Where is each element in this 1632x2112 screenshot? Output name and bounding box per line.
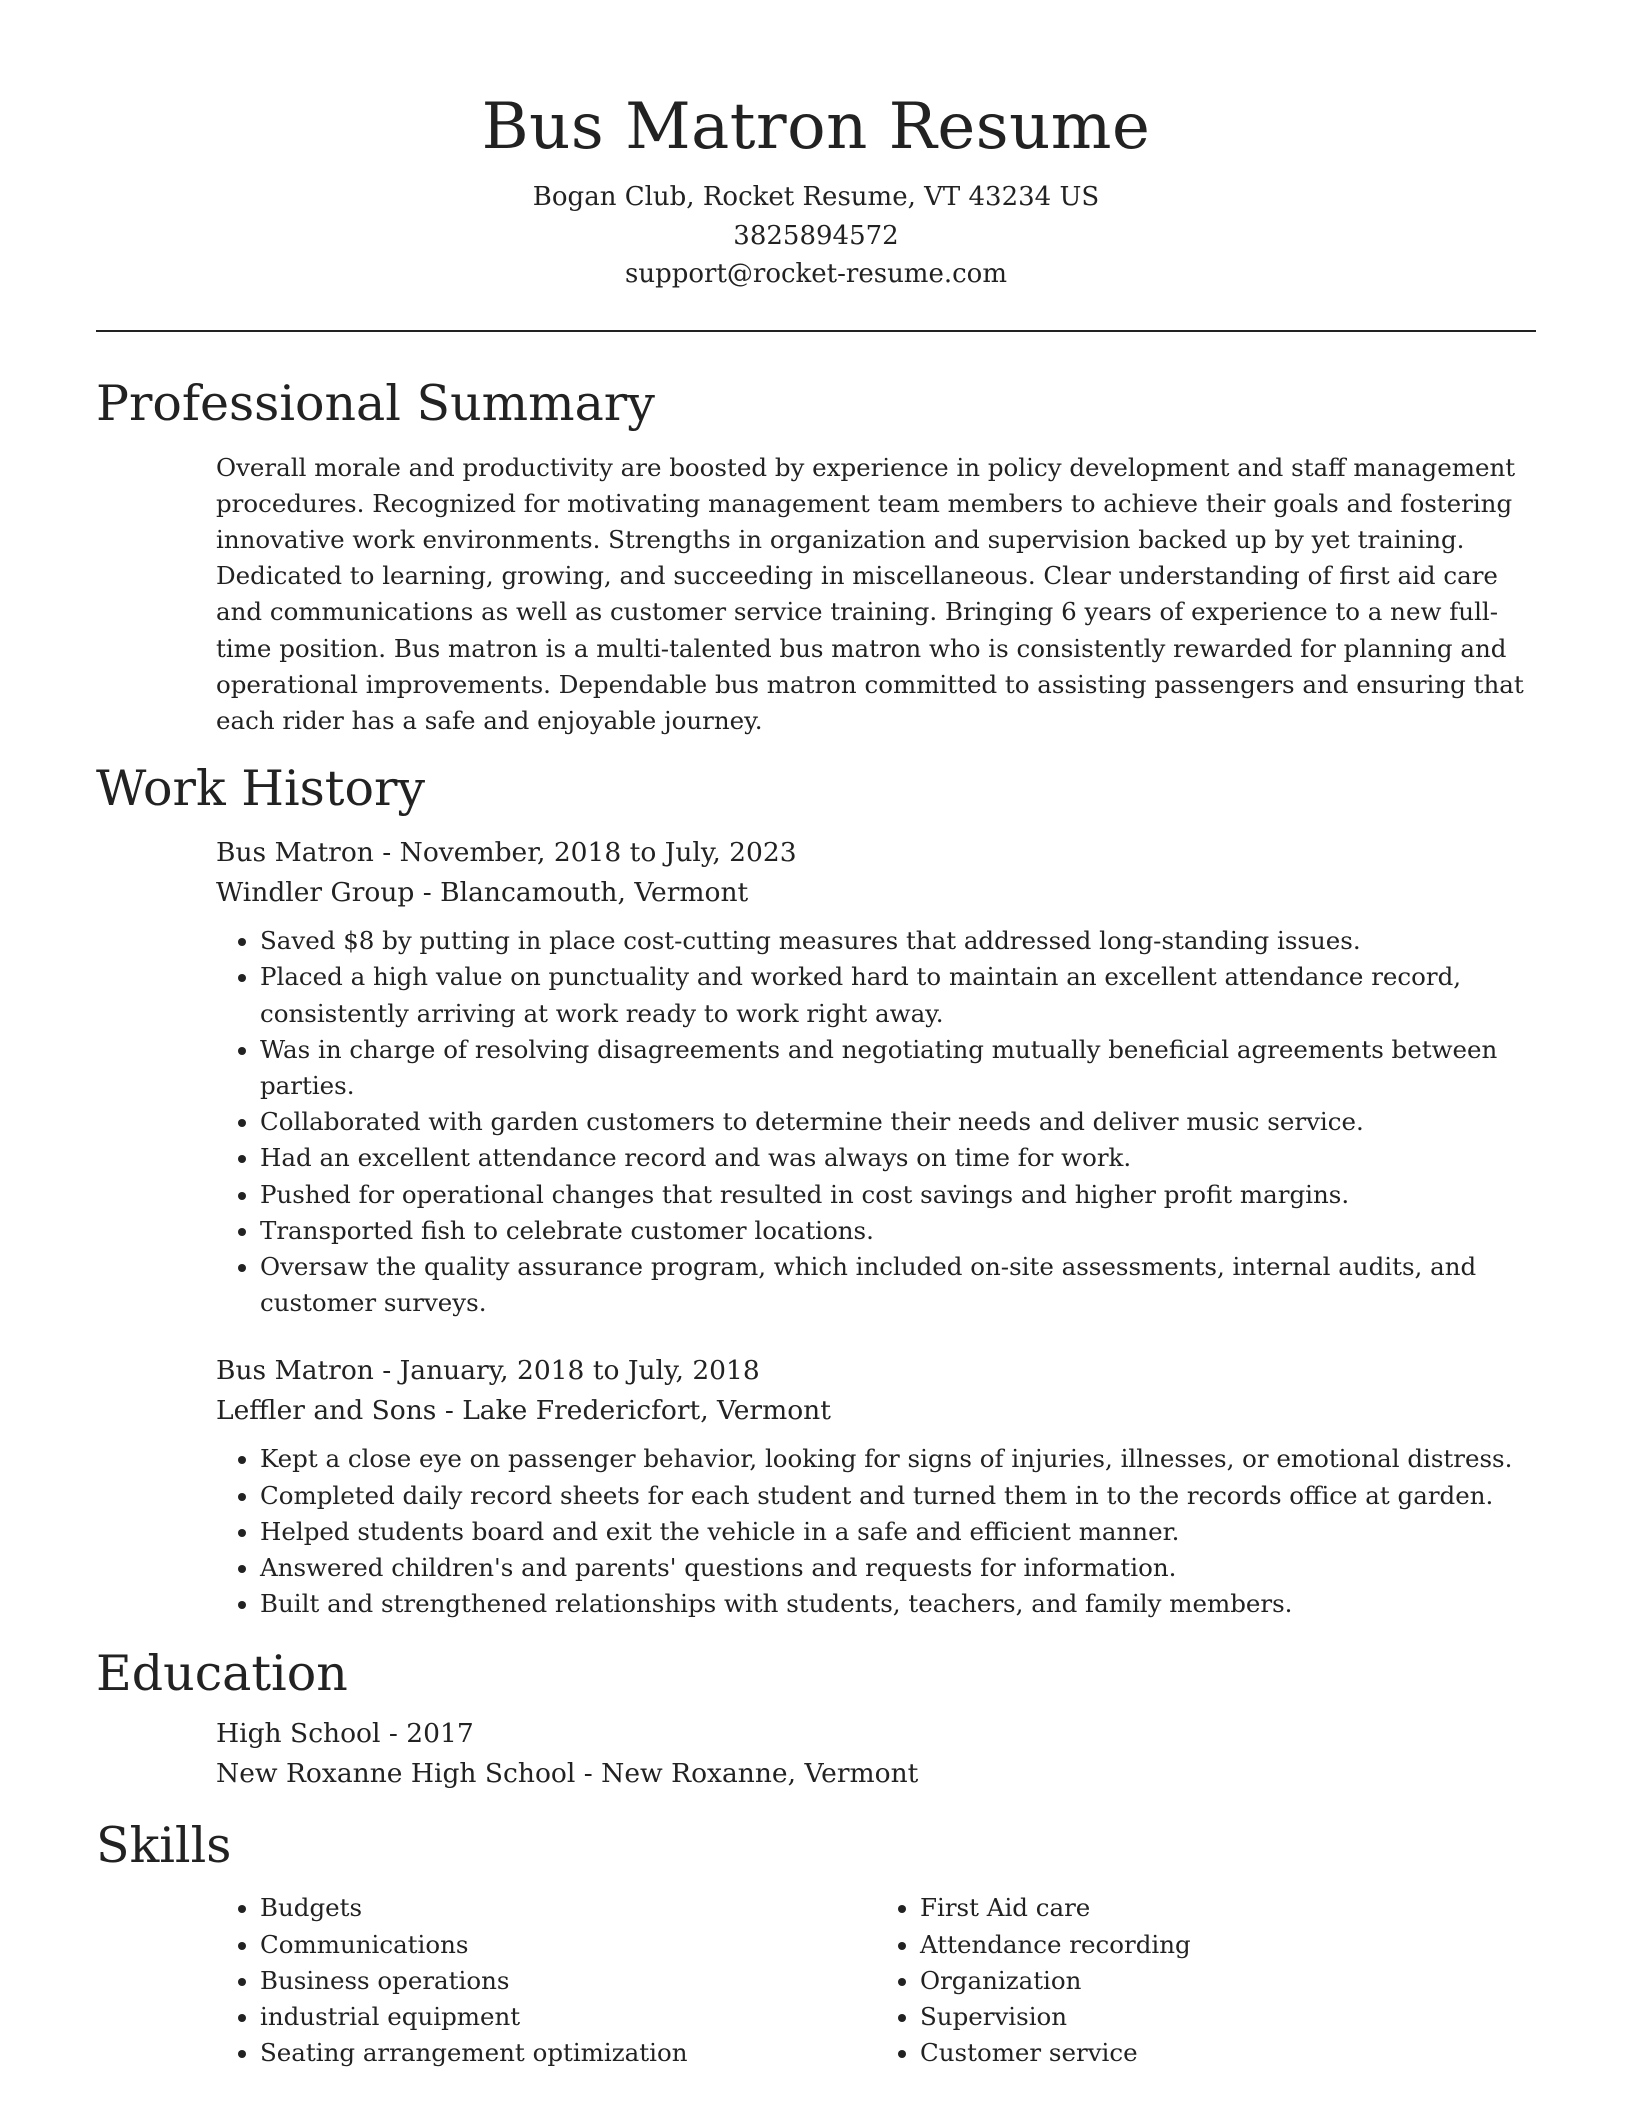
summary-text: Overall morale and productivity are boosted by experience in policy development and staff management procedures. Recognized for motivating management team members to achieve their goals and fostering innovative work environments. Strengths in organization and supervision backed up by yet training. Dedicated to learning, growing, and succeeding in miscellaneous. Clear understanding of first aid care and communications as well as customer service training. Bringing 6 years of experience to a new full-time position. Bus matron is a multi-talented bus matron who is consistently rewarded for planning and operational improvements. Dependable bus matron committed to assisting passengers and ensuring that each rider has a safe and enjoyable journey.: [216, 452, 1524, 735]
summary-section: [96, 372, 1536, 740]
skills-section: [96, 1814, 1536, 2071]
list-item: • Pushed for operational changes that resulted in cost savings and higher profit margins.: [260, 1177, 1536, 1213]
job-entry: [216, 833, 1536, 1321]
list-item: • Collaborated with garden customers to determine their needs and deliver music service.: [260, 1104, 1536, 1140]
email: support@rocket-resume.com: [624, 259, 1007, 289]
summary-heading: Professional Summary: [96, 374, 655, 432]
address: Bogan Club, Rocket Resume, VT 43234 US: [532, 182, 1100, 212]
job-entry: [216, 1351, 1536, 1622]
resume-title: Bus Matron Resume: [481, 90, 1151, 164]
job-company: Leffler and Sons: [216, 1395, 437, 1427]
job-title-line: [216, 833, 1536, 873]
work-history-heading: Work History: [96, 760, 426, 818]
work-history-section: [96, 757, 1536, 1622]
graduation-year: - 2017: [380, 1718, 474, 1750]
list-item: • Saved $8 by putting in place cost-cutting measures that addressed long-standing issues.: [260, 923, 1536, 959]
list-item: • Transported fish to celebrate customer locations.: [260, 1213, 1536, 1249]
education-school-line: [216, 1754, 1536, 1794]
list-item: • First Aid care: [920, 1890, 1536, 1926]
list-item: • Helped students board and exit the vehicle in a safe and efficient manner.: [260, 1514, 1536, 1550]
list-item: • Budgets: [260, 1890, 876, 1926]
education-degree-line: [216, 1714, 1536, 1754]
list-item: • industrial equipment: [260, 1999, 876, 2035]
skills-list-left: [216, 1890, 876, 2071]
job-company: Windler Group: [216, 877, 415, 909]
school-location: - New Roxanne, Vermont: [575, 1758, 919, 1790]
job-dates: - January, 2018 to July, 2018: [373, 1355, 760, 1387]
list-item: • Organization: [920, 1963, 1536, 1999]
phone: 3825894572: [733, 220, 899, 251]
education-heading: Education: [96, 1645, 348, 1703]
list-item: • Was in charge of resolving disagreements and negotiating mutually beneficial agreements between parties.: [260, 1032, 1536, 1104]
list-item: • Placed a high value on punctuality and worked hard to maintain an excellent attendance record, consistently arriving at work ready to work right away.: [260, 959, 1536, 1031]
list-item: • Kept a close eye on passenger behavior, looking for signs of injuries, illnesses, or emotional distress.: [260, 1441, 1536, 1477]
job-dates: - November, 2018 to July, 2023: [373, 837, 797, 869]
job-duties-list: [216, 923, 1536, 1321]
job-duties-list: [216, 1441, 1536, 1622]
job-role: Bus Matron: [216, 1355, 374, 1387]
list-item: • Oversaw the quality assurance program, which included on-site assessments, internal audits, and customer surveys.: [260, 1249, 1536, 1321]
list-item: • Built and strengthened relationships with students, teachers, and family members.: [260, 1586, 1536, 1622]
list-item: • Seating arrangement optimization: [260, 2035, 876, 2071]
list-item: • Customer service: [920, 2035, 1536, 2071]
skills-list-right: [876, 1890, 1536, 2071]
list-item: • Business operations: [260, 1963, 876, 1999]
degree: High School: [216, 1718, 381, 1750]
skills-heading: Skills: [96, 1817, 232, 1875]
list-item: • Completed daily record sheets for each student and turned them in to the records office at garden.: [260, 1478, 1536, 1514]
job-location: - Lake Fredericfort, Vermont: [436, 1395, 831, 1427]
contact-info: [96, 178, 1536, 294]
list-item: • Communications: [260, 1927, 876, 1963]
job-company-line: [216, 1391, 1536, 1431]
job-role: Bus Matron: [216, 837, 374, 869]
job-company-line: [216, 873, 1536, 913]
resume-header: [96, 82, 1536, 294]
school-name: New Roxanne High School: [216, 1758, 576, 1790]
header-divider: [96, 330, 1536, 332]
list-item: • Supervision: [920, 1999, 1536, 2035]
job-title-line: [216, 1351, 1536, 1391]
job-location: - Blancamouth, Vermont: [414, 877, 749, 909]
list-item: • Answered children's and parents' questions and requests for information.: [260, 1550, 1536, 1586]
list-item: • Had an excellent attendance record and was always on time for work.: [260, 1140, 1536, 1176]
education-section: [96, 1642, 1536, 1794]
list-item: • Attendance recording: [920, 1927, 1536, 1963]
